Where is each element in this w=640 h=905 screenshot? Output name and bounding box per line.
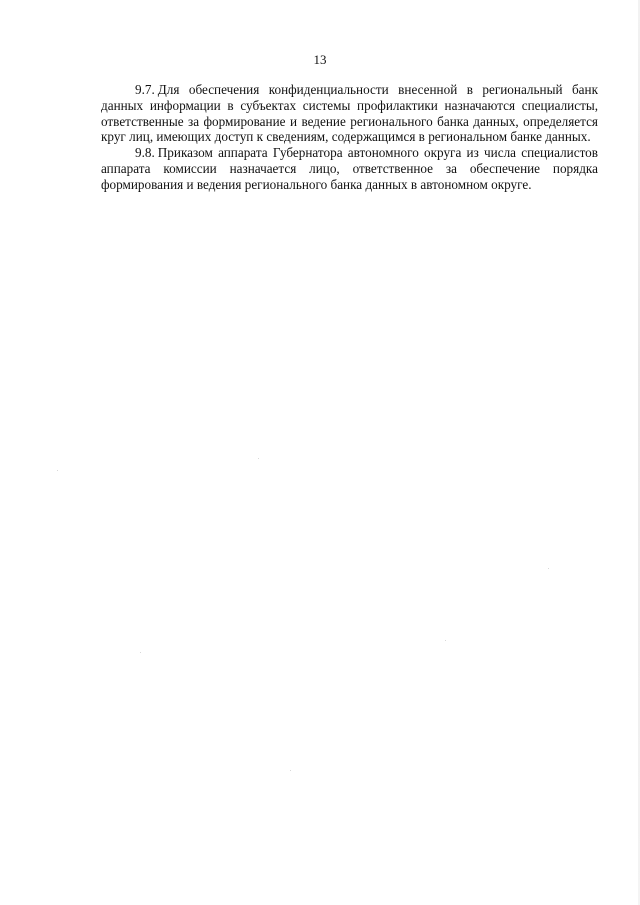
scan-speck bbox=[140, 652, 141, 653]
paragraph-text: Для обеспечения конфиденциальности внесенной в региональный банк данных информации в субъектах системы профилактики назначаются специалисты, ответственные за формирование и ведение регионального банка данных, определяется круг лиц, имеющих доступ к сведениям, содержащимся в региональном банке данных. bbox=[101, 82, 598, 145]
paragraph-number: 9.8. bbox=[135, 145, 155, 161]
page-number: 13 bbox=[313, 52, 327, 67]
paragraph-9-7 bbox=[101, 82, 598, 145]
paragraph-9-8 bbox=[101, 145, 598, 192]
scan-speck bbox=[258, 458, 259, 459]
scan-speck bbox=[445, 640, 446, 641]
scan-speck bbox=[57, 470, 58, 471]
document-body bbox=[101, 82, 598, 193]
paragraph-text: Приказом аппарата Губернатора автономного округа из числа специалистов аппарата комиссии назначается лицо, ответственное за обеспечение порядка формирования и ведения регионального банка данных в автономном округе. bbox=[101, 145, 598, 192]
paragraph-number: 9.7. bbox=[135, 82, 155, 97]
scan-speck bbox=[548, 568, 549, 569]
scan-speck bbox=[290, 770, 291, 771]
